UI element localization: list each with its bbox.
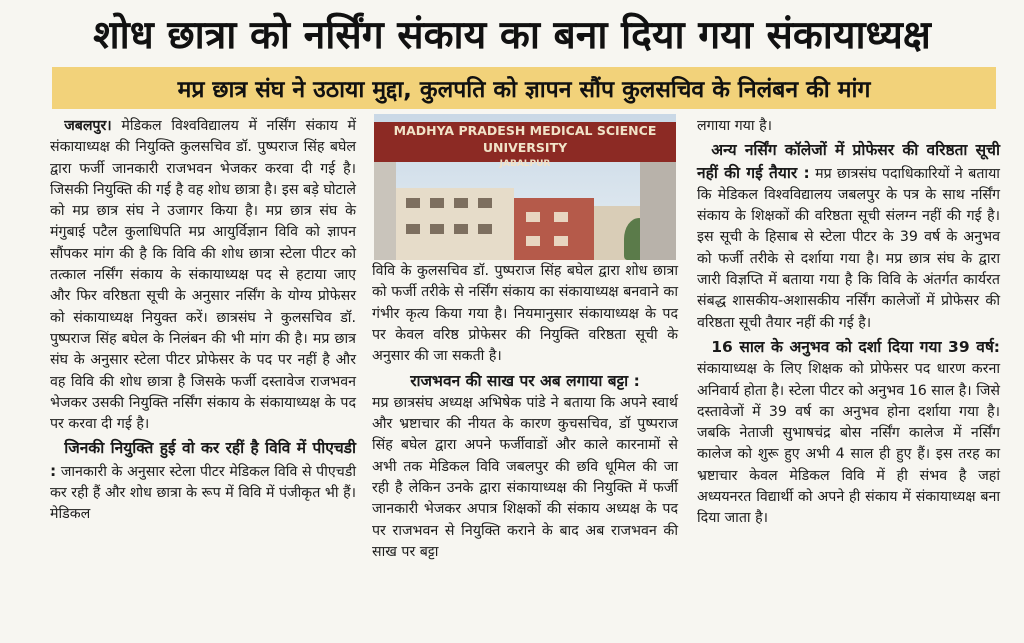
col3-para2-text: संकायाध्यक्ष के लिए शिक्षक को प्रोफेसर पद धारण करना अनिवार्य होता है। स्टेला पीटर को अनुभव 16 साल है। जिसे दस्तावेजों में 39 वर्ष का अनुभव होना दर्शाया गया है। जबकि नेताजी सुभाषचंद्र बोस नर्सिंग कालेज में नर्सिंग कालेज को शुरू हुए अभी 4 साल ही हुए हैं। इस तरह का भ्रष्टाचार केवल मेडिकल विवि में ही संभव है जहां अध्ययनरत विद्यार्थी को अपने ही संकाय में संकायाध्यक्ष बना दिया जाता है।: [697, 361, 1000, 527]
window: [526, 236, 540, 246]
article-column-2: [372, 261, 678, 563]
window: [430, 198, 444, 208]
window: [554, 236, 568, 246]
university-signboard: [374, 122, 676, 169]
col2-para2: मप्र छात्रसंघ अध्यक्ष अभिषेक पांडे ने बताया कि अपने स्वार्थ और भ्रष्टाचार की नीयत के कारण कुचसचिव, डॉ पुष्पराज सिंह बघेल द्वारा अपने फर्जीवाडों और काले कारनामों से अभी तक मेडिकल विवि जबलपुर की छवि धूमिल की जा रही है लेकिन उनके द्वारा संकायाध्यक्ष की नियुक्ति में फर्जी जानकारी भेजकर अपात्र शिक्षकों की संकाय अध्यक्ष के पद पर राजभवन से नियुक्ति कराने के बाद अब राजभवन की साख पर बट्टा: [372, 394, 678, 560]
window: [430, 224, 444, 234]
signboard-title: MADHYA PRADESH MEDICAL SCIENCE UNIVERSITY: [393, 123, 657, 155]
col1-para2: [50, 438, 356, 525]
col3-para1: [697, 140, 1000, 334]
window: [406, 224, 420, 234]
subheadline: मप्र छात्र संघ ने उठाया मुद्दा, कुलपति को ज्ञापन सौंप कुलसचिव के निलंबन की मांग: [177, 77, 871, 103]
col3-lead: लगाया गया है।: [697, 118, 773, 134]
col3-para2: [697, 337, 1000, 530]
dateline: जबलपुर।: [64, 118, 112, 134]
col3-subhead-1: अन्य नर्सिंग कॉलेजों में प्रोफेसर की वरिष्ठता सूची नहीं की गई तैयार :: [697, 141, 1000, 182]
col2-subhead: राजभवन की साख पर अब लगाया बट्टा :: [410, 372, 640, 391]
col3-para1-text: मप्र छात्रसंघ पदाधिकारियों ने बताया कि मेडिकल विश्वविद्यालय जबलपुर के पत्र के साथ नर्सिंग संकाय के शिक्षकों की वरिष्ठता सूची संलग्न नहीं की गई है। इस सूची के हिसाब से स्टेला पीटर के 39 वर्ष के अनुभव को फर्जी तरीके से दर्शाया गया है। मप्र छात्र संघ के द्वारा जारी विज्ञप्ति में बताया गया है कि विवि के अंतर्गत कार्यरत संबद्ध शासकीय-अशासकीय नर्सिंग कालेजों में प्रोफेसर की वरिष्ठता सूची तैयार नहीं की गई है।: [697, 165, 1000, 331]
headline: शोध छात्रा को नर्सिंग संकाय का बना दिया गया संकायाध्यक्ष: [93, 12, 931, 58]
gate-pillar-left: [374, 162, 396, 260]
window: [478, 198, 492, 208]
col2-para1: विवि के कुलसचिव डॉ. पुष्पराज सिंह बघेल द्वारा शोध छात्रा को फर्जी तरीके से नर्सिंग संकाय का संकायाध्यक्ष बनवाने का गंभीर कृत्य किया गया है। नियमानुसार संकायाध्यक्ष के पद पर केवल वरिष्ठ प्रोफेसर की नियुक्ति वरिष्ठता सूची के अनुसार की जा सकती है।: [372, 263, 678, 365]
article-column-3: [697, 116, 1000, 530]
article-column-1: [50, 116, 356, 526]
subheadline-bar: [52, 67, 996, 109]
window: [478, 224, 492, 234]
col1-subhead: जिनकी नियुक्ति हुई वो कर रहीं है विवि में पीएचडी :: [50, 439, 356, 480]
col1-para1: [50, 116, 356, 435]
window: [526, 212, 540, 222]
col3-subhead-2: 16 साल के अनुभव को दर्शा दिया गया 39 वर्ष:: [711, 337, 1000, 356]
window: [454, 224, 468, 234]
gate-pillar-right: [640, 162, 676, 260]
window: [406, 198, 420, 208]
building-main: [396, 188, 514, 260]
col1-para1-text: मेडिकल विश्वविद्यालय में नर्सिंग संकाय में संकायाध्यक्ष की नियुक्ति कुलसचिव डॉ. पुष्पराज सिंह बघेल द्वारा फर्जी जानकारी राजभवन भेजकर करवा दी गई है। जिसकी नियुक्ति की गई है वह शोध छात्रा है। इस बड़े घोटाले को मप्र छात्र संघ ने उजागर किया है। मप्र छात्र संघ के मंगुबाई पटैल कुलाधिपति मप्र आयुर्विज्ञान विवि को ज्ञापन सौंपकर मांग की है कि विवि की शोध छात्रा स्टेला पीटर को तत्काल नर्सिंग संकाय के संकायाध्यक्ष पद से हटाया जाए और फिर वरिष्ठता सूची के अनुसार नर्सिंग के योग्य प्रोफेसर को संकायाध्यक्ष नियुक्त करें। छात्रसंघ ने कुलसचिव डॉ. पुष्पराज सिंह बघेल के निलंबन की भी मांग की है। मप्र छात्र संघ के अनुसार स्टेला पीटर प्रोफेसर के पद पर नहीं है और वह विवि की शोध छात्रा है जिसके फर्जी दस्तावेज राजभवन भेजकर उसकी नियुक्ति नर्सिंग संकाय के संकायाध्यक्ष के पद पर करवा दी गई है।: [50, 118, 356, 433]
university-photo: [374, 114, 676, 260]
signboard-city: JABALPUR: [499, 159, 551, 169]
building-red: [514, 198, 594, 260]
window: [554, 212, 568, 222]
window: [454, 198, 468, 208]
col1-para2-text: जानकारी के अनुसार स्टेला पीटर मेडिकल विवि से पीएचडी कर रही हैं और शोध छात्रा के रूप में विवि में पंजीकृत भी हैं। मेडिकल: [50, 463, 356, 523]
